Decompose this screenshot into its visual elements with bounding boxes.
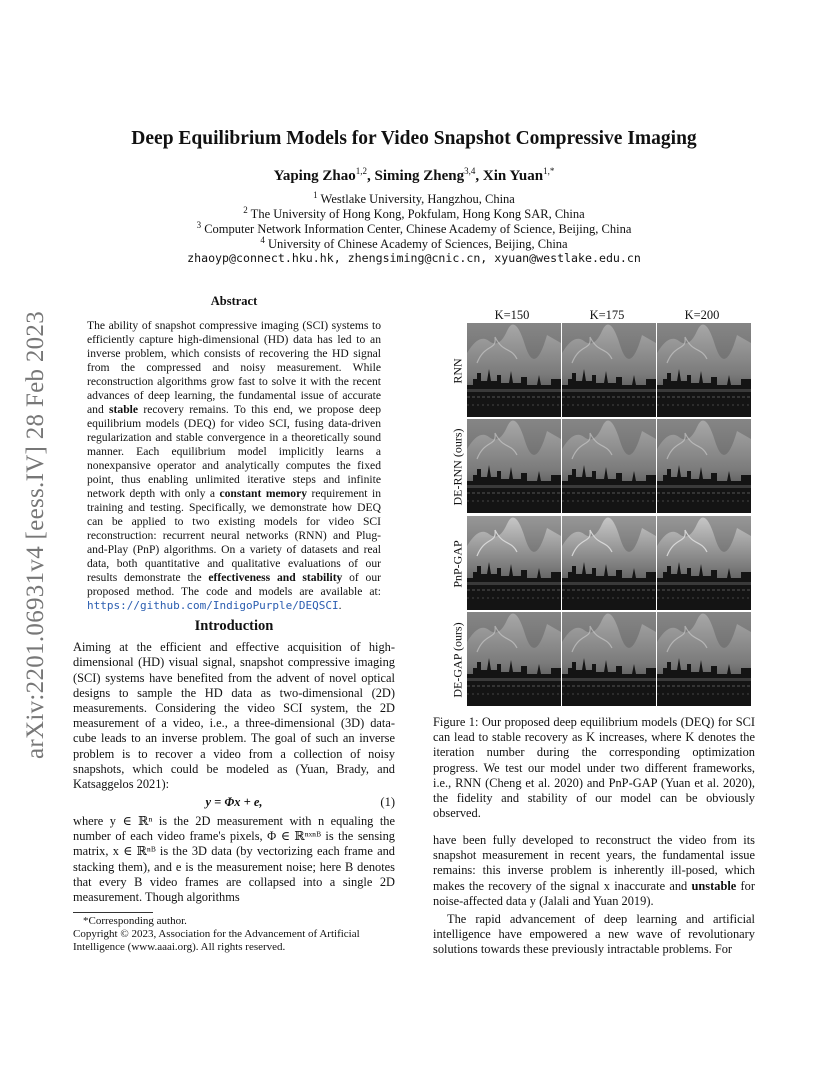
footnote-copyright: Copyright © 2023, Association for the Advancement of Artificial Intelligence (www.aaai.org). All rights reserved.: [73, 928, 360, 953]
figure-thumbnail: [657, 323, 751, 417]
equation-number: (1): [380, 795, 395, 809]
affiliation-1: $^1$ Westlake University, Hangzhou, China: [313, 190, 515, 207]
figure-thumbnail: [562, 323, 656, 417]
figure-thumbnail: [562, 419, 656, 513]
figure-thumbnail: [657, 516, 751, 610]
figure-thumbnail: [562, 612, 656, 706]
figure-caption: Figure 1: Our proposed deep equilibrium models (DEQ) for SCI can lead to stable recovery as K increases, where K denotes the iteration number during the corresponding optimization progress. We test our model under two different frameworks, i.e., RNN (Cheng et al. 2020) and PnP-GAP (Yuan et al. 2020), the fidelity and stability of our model can be obviously observed.: [433, 715, 755, 821]
introduction-section: [73, 619, 395, 792]
intro-paragraph-1: Aiming at the efficient and effective acquisition of high-dimensional (HD) visual signal, snapshot compressive imaging (SCI) systems have benefited from the advent of novel optical designs to sample the HD data as two-dimensional (2D) measurements. Considering the video SCI system, the 2D measurement of a video, i.e., a three-dimensional (3D) data-cube leads to an inverse problem. The goal of such an inverse problem is to recover a video from a collection of noisy snapshots, which could be modeled as (Yuan, Brady, and Katsaggelos 2021):: [73, 640, 395, 792]
figure-thumbnail: [657, 612, 751, 706]
intro-paragraph-2: where y ∈ ℝⁿ is the 2D measurement with n equaling the number of each video frame's pixels, Φ ∈ ℝⁿˣⁿᴮ is the sensing matrix, x ∈ ℝⁿᴮ is the 3D data (by vectorizing each frame and stacking them), and e is the measurement noise; here B denotes that every B video frames are collapsed into a single 2D measurement. Though algorithms: [73, 814, 395, 905]
figure-thumbnail: [562, 516, 656, 610]
intro-paragraph-2-block: [73, 814, 395, 905]
arxiv-id: arXiv:2201.06931v4 [eess.IV] 28 Feb 2023: [22, 310, 49, 760]
figure-thumbnail: [657, 419, 751, 513]
figure-thumbnail: [467, 516, 561, 610]
right-paragraph-1: have been fully developed to reconstruct the video from its snapshot measurement in recent years, the fundamental issue remains: this inverse problem is inherently ill-posed, which makes the recovery of the signal x inaccurate and unstable for noise-affected data y (Jalali and Yuan 2019).: [433, 833, 755, 908]
column-label-k175: K=175: [589, 308, 625, 322]
affiliation-4: $^4$ University of Chinese Academy of Sciences, Beijing, China: [260, 235, 568, 252]
right-paragraph-2: The rapid advancement of deep learning and artificial intelligence have empowered a new wave of revolutionary solutions towards these previously intractable problems. For: [433, 912, 755, 957]
affiliation-3: $^3$ Computer Network Information Center, Chinese Academy of Science, Beijing, China: [196, 220, 632, 237]
arxiv-side-stamp: [14, 290, 58, 780]
figure-thumbnail: [467, 612, 561, 706]
column-label-k150: K=150: [494, 308, 530, 322]
figure-thumbnail: [467, 323, 561, 417]
affiliation-2: $^2$ The University of Hong Kong, Pokfulam, Hong Kong SAR, China: [243, 205, 585, 222]
introduction-heading: Introduction: [194, 618, 274, 634]
footnote-rule: [73, 912, 153, 913]
abstract-heading: Abstract: [210, 294, 258, 308]
author-list: Yaping Zhao$^{1,2}$, Siming Zheng$^{3,4}$, Xin Yuan$^{1,*}$: [273, 166, 555, 184]
row-label-de-gap: DE-GAP (ours): [450, 622, 465, 698]
row-label-pnp-gap: PnP-GAP: [450, 540, 465, 588]
row-label-rnn: RNN: [450, 358, 465, 384]
paper-title: Deep Equilibrium Models for Video Snapshot Compressive Imaging: [131, 128, 697, 149]
column-label-k200: K=200: [684, 308, 720, 322]
right-column-text: [433, 833, 755, 958]
abstract-section: [87, 294, 381, 613]
footnote-corresponding: *Corresponding author.: [83, 915, 187, 927]
author-emails: zhaoyp@connect.hku.hk, zhengsiming@cnic.cn, xyuan@westlake.edu.cn: [187, 251, 641, 265]
figure-thumbnail: [467, 419, 561, 513]
row-label-de-rnn: DE-RNN (ours): [450, 428, 465, 506]
code-link[interactable]: https://github.com/IndigoPurple/DEQSCI: [87, 599, 339, 613]
abstract-text: The ability of snapshot compressive imaging (SCI) systems to efficiently capture high-dimensional (HD) data has led to an inverse problem, which consists of recovering the HD signal from the compressed and noisy measurement. While reconstruction algorithms grow fast to solve it with the recent advances of deep learning, the fundamental issue of accurate and stable recovery remains. To this end, we propose deep equilibrium models (DEQ) for video SCI, fusing data-driven regularization and stable convergence in a theoretically sound manner. Each equilibrium model implicitly learns a nonexpansive operator and analytically computes the fixed point, thus enabling unlimited iterative steps and infinite network depth with only a constant memory requirement in training and testing. Specifically, we demonstrate how DEQ can be applied to two existing models for video SCI reconstruction: recurrent neural networks (RNN) and Plug-and-Play (PnP) algorithms. On a variety of datasets and real data, both quantitative and qualitative evaluations of our results demonstrate the effectiveness and stability of our proposed method. The code and models are available at: https://github.com/IndigoPurple/DEQSCI.: [87, 319, 382, 613]
